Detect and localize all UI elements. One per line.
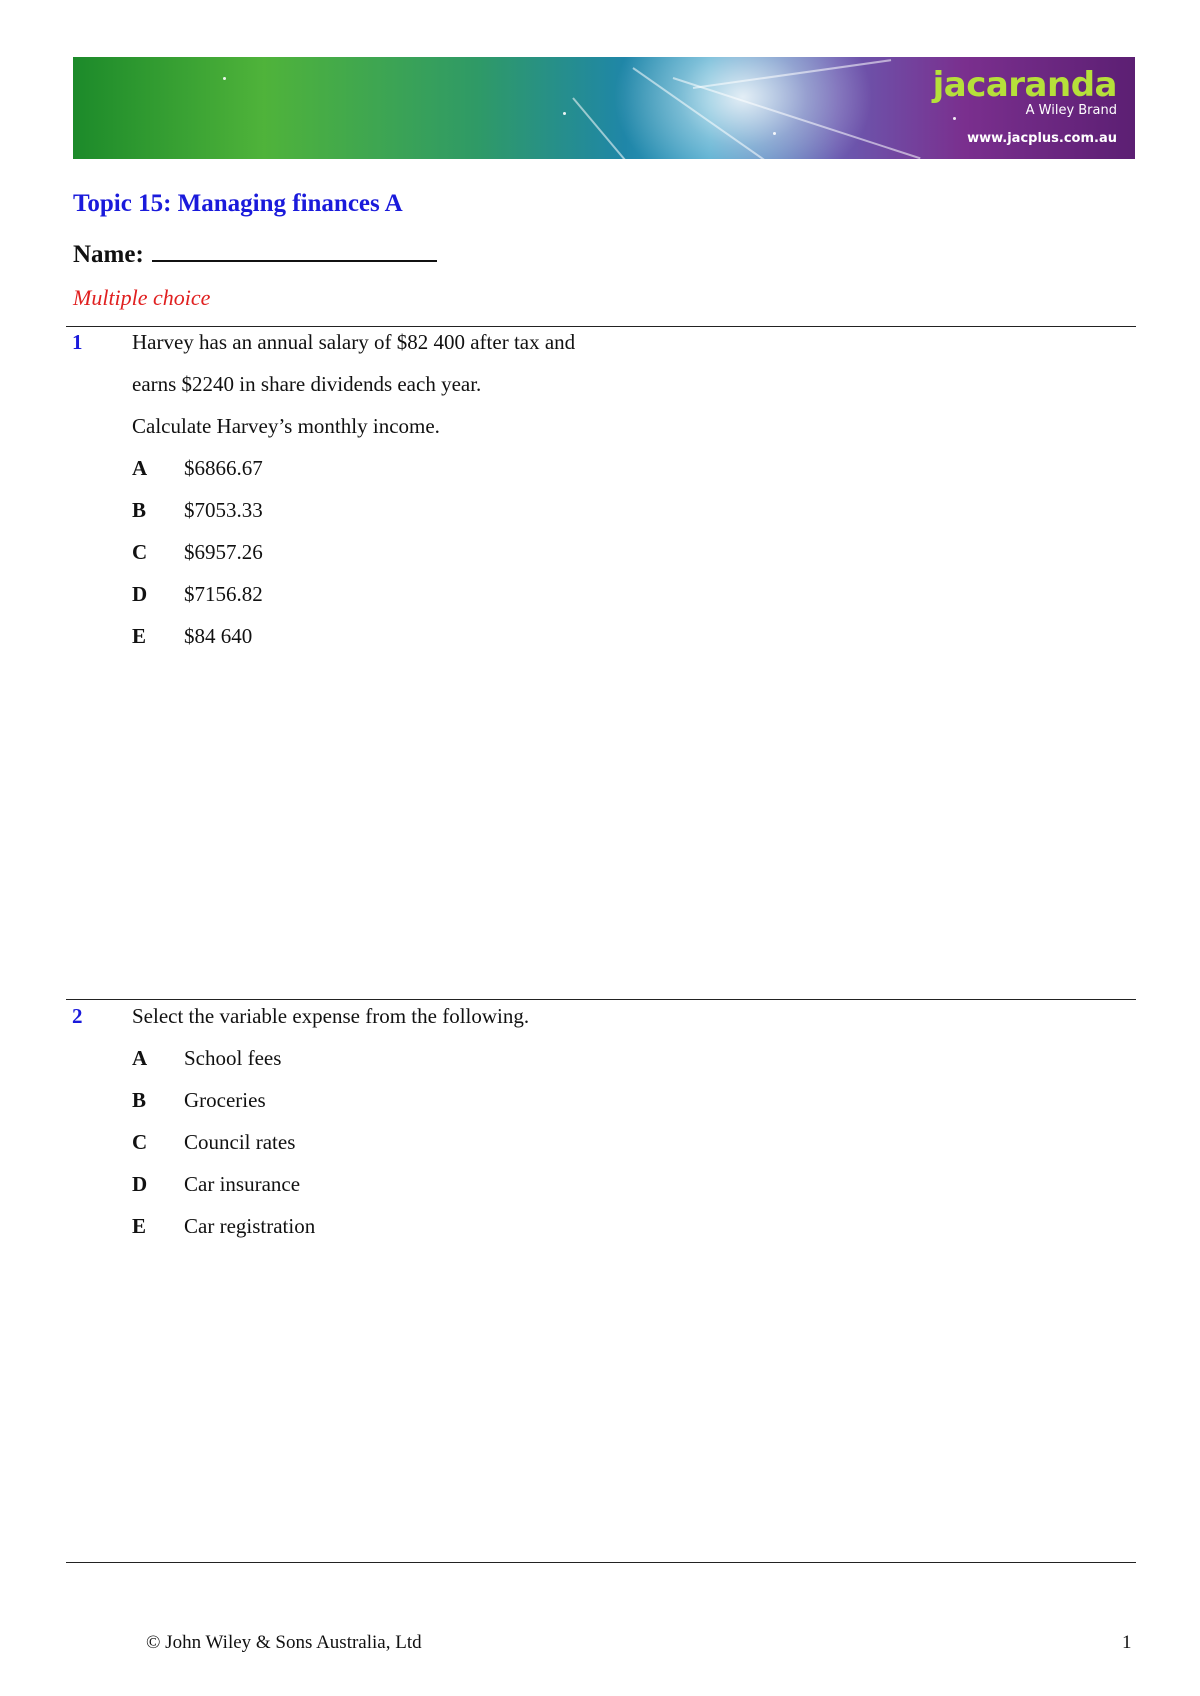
option-text: $7156.82: [184, 582, 263, 606]
banner-sparkle: [223, 77, 226, 80]
option-letter: C: [132, 1130, 148, 1154]
logo-tagline: A Wiley Brand: [1025, 103, 1117, 118]
name-blank-line[interactable]: [152, 238, 437, 262]
footer-copyright: © John Wiley & Sons Australia, Ltd: [146, 1632, 422, 1653]
name-field: [73, 238, 437, 269]
option-a[interactable]: [132, 1046, 281, 1071]
question-text-line: Calculate Harvey’s monthly income.: [132, 414, 440, 438]
option-b[interactable]: [132, 498, 263, 523]
question-text-line: earns $2240 in share dividends each year.: [132, 372, 482, 396]
option-text: $7053.33: [184, 498, 263, 522]
logo-url: www.jacplus.com.au: [967, 131, 1117, 146]
option-text: Council rates: [184, 1130, 296, 1154]
option-letter: B: [132, 498, 147, 522]
question-divider: [66, 999, 1136, 1000]
header-banner: [73, 57, 1135, 159]
option-letter: D: [132, 582, 148, 606]
option-e[interactable]: [132, 1214, 315, 1239]
banner-sparkle: [773, 132, 776, 135]
option-c[interactable]: [132, 540, 263, 565]
page-title: Topic 15: Managing finances A: [73, 190, 403, 217]
logo-wordmark: jacaranda: [932, 65, 1117, 105]
page-number: 1: [1122, 1632, 1132, 1653]
option-text: Groceries: [184, 1088, 266, 1112]
section-heading: Multiple choice: [73, 285, 211, 310]
option-letter: C: [132, 540, 148, 564]
option-letter: A: [132, 1046, 148, 1070]
option-letter: A: [132, 456, 148, 480]
banner-sparkle: [563, 112, 566, 115]
option-c[interactable]: [132, 1130, 295, 1155]
option-letter: B: [132, 1088, 147, 1112]
option-letter: E: [132, 1214, 147, 1238]
question-number: 1: [72, 330, 83, 354]
option-b[interactable]: [132, 1088, 266, 1113]
question-divider: [66, 326, 1136, 327]
option-text: Car insurance: [184, 1172, 301, 1196]
footer-divider: [66, 1562, 1136, 1563]
option-text: School fees: [184, 1046, 282, 1070]
option-d[interactable]: [132, 1172, 300, 1197]
option-text: $84 640: [184, 624, 253, 648]
option-d[interactable]: [132, 582, 263, 607]
question-text-line: Select the variable expense from the following.: [132, 1004, 530, 1028]
option-a[interactable]: [132, 456, 263, 481]
option-e[interactable]: [132, 624, 252, 649]
name-label: Name:: [73, 241, 144, 268]
option-letter: E: [132, 624, 147, 648]
question-number: 2: [72, 1004, 83, 1028]
option-letter: D: [132, 1172, 148, 1196]
question-text-line: Harvey has an annual salary of $82 400 after tax and: [132, 330, 576, 354]
option-text: Car registration: [184, 1214, 316, 1238]
option-text: $6866.67: [184, 456, 263, 480]
jacaranda-logo: [933, 67, 1117, 147]
option-text: $6957.26: [184, 540, 263, 564]
